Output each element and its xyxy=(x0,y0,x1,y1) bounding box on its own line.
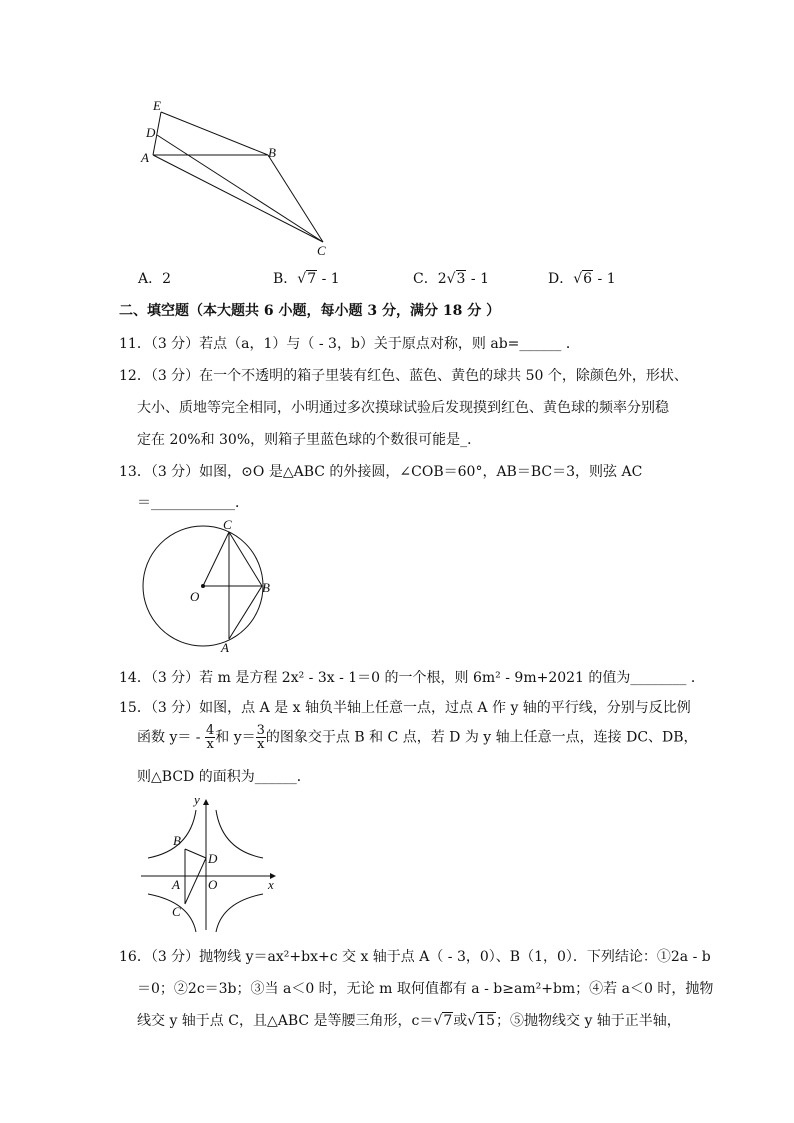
label-y: y xyxy=(194,792,200,807)
question-12-line3: 定在 20%和 30%，则箱子里蓝色球的个数很可能是_． xyxy=(137,432,482,448)
question-15-line1: 15．（3 分）如图，点 A 是 x 轴负半轴上任意一点，过点 A 作 y 轴的平行线，分别与反比例 xyxy=(119,700,691,716)
question-13-line1: 13．（3 分）如图，⊙O 是△ABC 的外接圆，∠COB＝60°，AB＝BC＝3，则弦 AC xyxy=(119,464,643,480)
segment-DC xyxy=(185,858,206,904)
fraction-3-over-x: $\frac{3}{x}$ xyxy=(256,723,265,752)
label-D: D xyxy=(146,125,156,140)
question-13-line2: ＝____________． xyxy=(137,495,249,511)
edge-EB xyxy=(161,112,268,155)
label-A: A xyxy=(172,877,180,892)
label-A: A xyxy=(141,150,149,165)
edge-BC xyxy=(268,155,323,242)
label-A: A xyxy=(221,640,229,655)
label-B: B xyxy=(268,145,276,160)
question-11: 11．（3 分）若点（a，1）与（ - 3，b）关于原点对称，则 ab=______ ． xyxy=(119,336,580,352)
segment-OC xyxy=(203,532,229,586)
label-O: O xyxy=(208,877,218,892)
question-15-line3: 则△BCD 的面积为______． xyxy=(137,769,311,785)
label-O: O xyxy=(190,589,200,604)
curve-q1 xyxy=(216,810,263,858)
edge-AC xyxy=(153,155,323,242)
label-C: C xyxy=(223,517,232,532)
section-title: 二、填空题（本大题共 6 小题，每小题 3 分，满分 18 分 ） xyxy=(119,303,501,319)
center-point xyxy=(201,584,205,588)
q10-option-d: D．√6 - 1 xyxy=(548,271,616,287)
q13-figure xyxy=(135,515,285,655)
question-12-line2: 大小、质地等完全相同，小明通过多次摸球试验后发现摸到红色、黄色球的频率分别稳 xyxy=(137,400,669,416)
question-14: 14．（3 分）若 m 是方程 2x² - 3x - 1＝0 的一个根，则 6m² - 9m+2021 的值为________ ． xyxy=(119,670,705,686)
q15-figure xyxy=(135,792,285,937)
question-12-line1: 12．（3 分）在一个不透明的箱子里装有红色、蓝色、黄色的球共 50 个，除颜色外，形状、 xyxy=(119,368,688,384)
fraction-4-over-x: $\frac{4}{x}$ xyxy=(206,723,215,752)
q10-option-a: A．2 xyxy=(138,271,172,287)
label-C: C xyxy=(172,904,181,919)
question-16-line2: ＝0；②2c＝3b；③当 a＜0 时，无论 m 取何值都有 a - b≥am²+bm；④若 a＜0 时，抛物 xyxy=(137,981,714,997)
curve-q4 xyxy=(216,894,263,932)
edge-DC xyxy=(157,135,323,242)
question-15-line2: 函数 y＝ - $\frac{4}{x}$ 和 y＝ $\frac{3}{x}$ 的图象交于点 B 和 C 点，若 D 为 y 轴上任意一点，连接 DC、DB， xyxy=(137,723,698,752)
label-B: B xyxy=(262,580,270,595)
label-B: B xyxy=(173,833,181,848)
label-D: D xyxy=(208,851,218,866)
q10-option-b: B．√7 - 1 xyxy=(273,271,340,287)
label-C: C xyxy=(317,243,326,258)
segment-BD xyxy=(185,849,206,858)
question-16-line1: 16．（3 分）抛物线 y＝ax²+bx+c 交 x 轴于点 A（ - 3，0）、B（1，0）．下列结论：①2a - b xyxy=(119,949,711,965)
question-16-line3: 线交 y 轴于点 C，且△ABC 是等腰三角形，c＝√7或√15；⑤抛物线交 y 轴于正半轴， xyxy=(137,1013,681,1029)
q10-figure xyxy=(130,95,350,260)
q10-option-c: C．2√3 - 1 xyxy=(413,271,490,287)
label-E: E xyxy=(153,98,161,113)
label-x: x xyxy=(268,877,274,892)
